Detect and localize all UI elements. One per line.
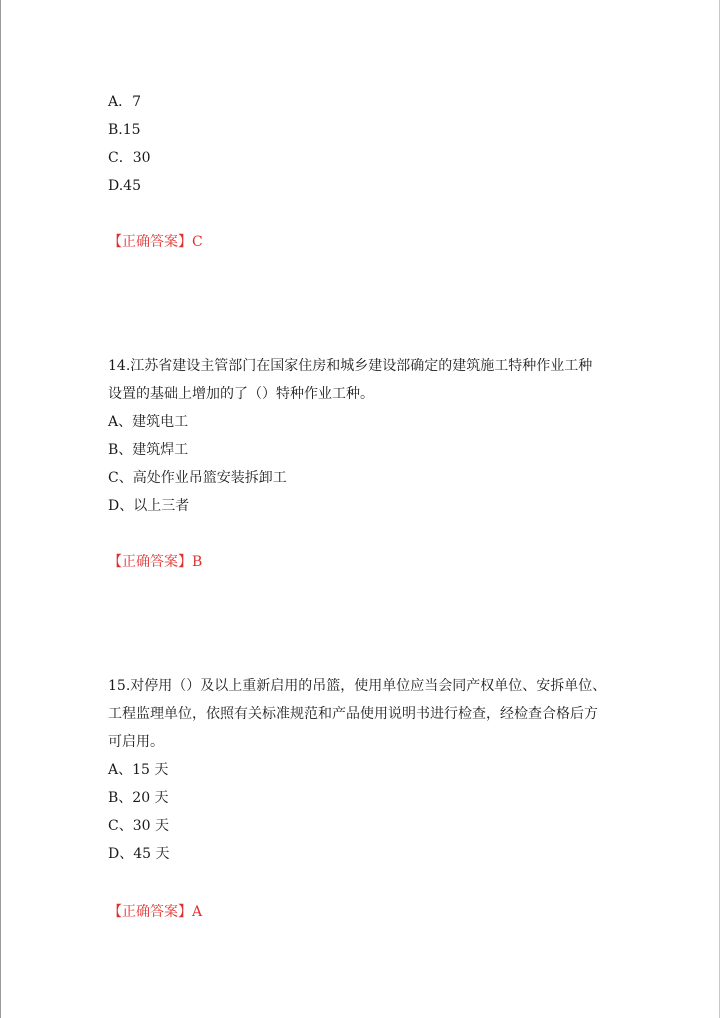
page-edge-left <box>0 0 1 1018</box>
option-c: C、高处作业吊篮安装拆卸工 <box>108 470 287 486</box>
option-d: D.45 <box>108 178 141 194</box>
option-a: A、15 天 <box>108 762 169 778</box>
option-a: A．7 <box>108 94 142 110</box>
answer-label: 【正确答案】 <box>108 234 192 250</box>
question-stem-line: 设置的基础上增加的了（）特种作业工种。 <box>108 386 374 402</box>
answer-value: A <box>192 904 203 920</box>
question-stem-line: 工程监理单位，依照有关标准规范和产品使用说明书进行检查，经检查合格后方 <box>108 706 598 722</box>
answer-value: B <box>192 554 203 570</box>
answer-label: 【正确答案】 <box>108 554 192 570</box>
question-stem-line: 15.对停用（）及以上重新启用的吊篮，使用单位应当会同产权单位、安拆单位、 <box>108 678 607 694</box>
option-b: B.15 <box>108 122 141 138</box>
option-b: B、建筑焊工 <box>108 442 189 458</box>
option-c: C、30 天 <box>108 818 169 834</box>
question-stem-line: 可启用。 <box>108 734 164 750</box>
answer-label: 【正确答案】 <box>108 904 192 920</box>
correct-answer <box>108 232 203 252</box>
correct-answer <box>108 902 202 922</box>
option-a: A、建筑电工 <box>108 414 189 430</box>
option-d: D、45 天 <box>108 846 170 862</box>
question-stem-line: 14.江苏省建设主管部门在国家住房和城乡建设部确定的建筑施工特种作业工种 <box>108 358 593 374</box>
option-d: D、以上三者 <box>108 498 190 514</box>
correct-answer <box>108 552 202 572</box>
option-c: C．30 <box>108 150 151 166</box>
option-b: B、20 天 <box>108 790 169 806</box>
answer-value: C <box>192 234 203 250</box>
